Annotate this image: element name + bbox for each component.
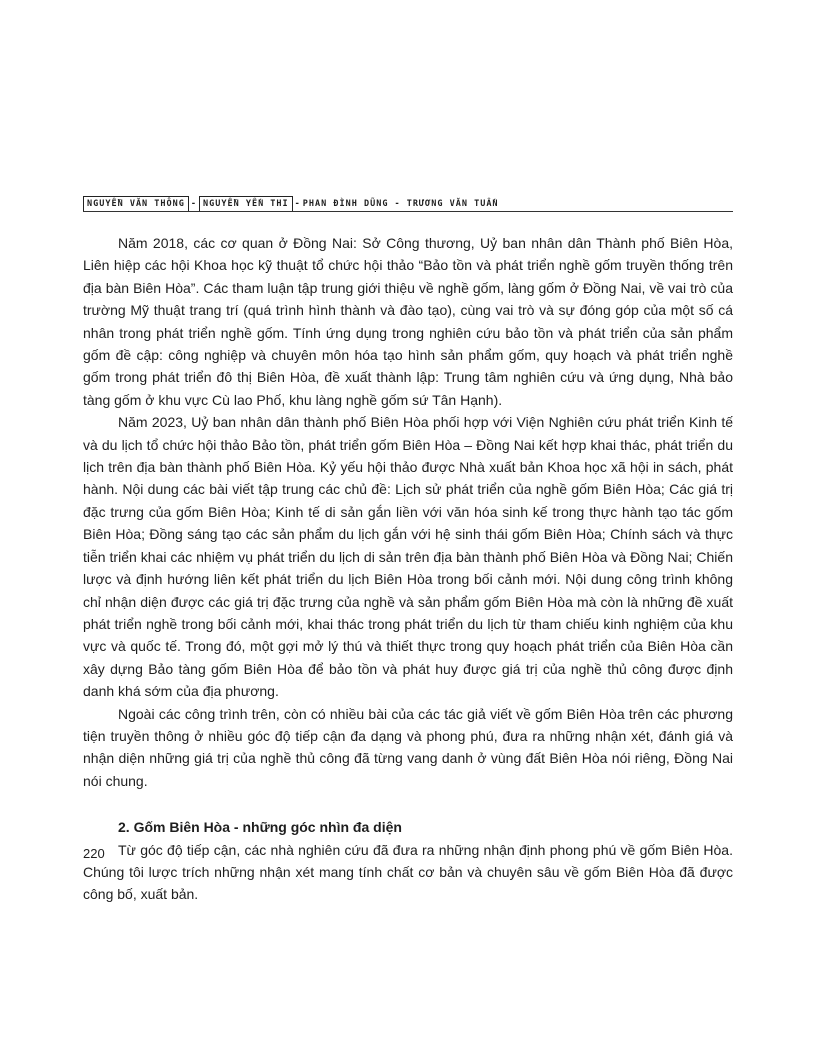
- other-authors: PHAN ĐÌNH DŨNG - TRƯƠNG VĂN TUẤN: [302, 199, 499, 209]
- paragraph-3: Ngoài các công trình trên, còn có nhiều bài của các tác giả viết về gốm Biên Hòa trên các phương tiện truyền thông ở nhiều góc độ tiếp cận đa dạng và phong phú, đưa ra những nhận xét, đánh giá và nhận diện những giá trị của nghề thủ công đã từng vang danh ở vùng đất Biên Hòa nói riêng, Đồng Nai nói chung.: [83, 705, 733, 789]
- separator-2: -: [294, 199, 301, 209]
- author-2: NGUYỄN YẾN THI: [199, 196, 293, 212]
- paragraph-1: Năm 2018, các cơ quan ở Đồng Nai: Sở Công thương, Uỷ ban nhân dân Thành phố Biên Hòa, Liên hiệp các hội Khoa học kỹ thuật tổ chức hội thảo “Bảo tồn và phát triển nghề gốm truyền thống trên địa bàn Biên Hòa”. Các tham luận tập trung giới thiệu về nghề gốm, làng gốm ở Đồng Nai, về vai trò của trường Mỹ thuật trang trí (quá trình hình thành và đào tạo), cùng vai trò và sự đóng góp của một số cá nhân trong phát triển nghề gốm. Tính ứng dụng trong nghiên cứu bảo tồn và phát triển của sản phẩm gốm đề cập: công nghiệp và chuyên môn hóa tạo hình sản phẩm gốm, quy hoạch và phát triển nghề gốm trong phát triển đô thị Biên Hòa, đề xuất thành lập: Trung tâm nghiên cứu và ứng dụng, Nhà bảo tàng gốm ở khu vực Cù lao Phố, khu làng nghề gốm sứ Tân Hạnh).: [83, 235, 733, 408]
- running-header: [83, 196, 733, 216]
- paragraph-2: Năm 2023, Uỷ ban nhân dân thành phố Biên Hòa phối hợp với Viện Nghiên cứu phát triển Kinh tế và du lịch tổ chức hội thảo Bảo tồn, phát triển gốm Biên Hòa – Đồng Nai kết hợp khai thác, phát triển du lịch trên địa bàn thành phố Biên Hòa. Kỷ yếu hội thảo được Nhà xuất bản Khoa học xã hội in sách, phát hành. Nội dung các bài viết tập trung các chủ đề: Lịch sử phát triển của nghề gốm Biên Hòa; Các giá trị đặc trưng của gốm Biên Hòa; Kinh tế di sản gắn liền với văn hóa sinh kế trong thực hành tạo tác gốm Biên Hòa; Đồng sáng tạo các sản phẩm du lịch gắn với hệ sinh thái gốm Biên Hòa; Chính sách và thực tiễn triển khai các nhiệm vụ phát triển du lịch di sản trên địa bàn thành phố Biên Hòa và Đồng Nai; Chiến lược và định hướng liên kết phát triển du lịch Biên Hòa trong bối cảnh mới. Nội dung công trình không chỉ nhận diện được các giá trị đặc trưng của nghề và sản phẩm gốm Biên Hòa mà còn là những đề xuất phát triển nghề trong bối cảnh mới, khai thác trong phát triển du lịch từ tham chiếu kinh nghiệm của khu vực và quốc tế. Trong đó, một gợi mở lý thú và thiết thực trong quy hoạch phát triển của Biên Hòa cần xây dựng Bảo tàng gốm Biên Hòa để bảo tồn và phát huy được giá trị của nghề thủ công được định danh khá sớm của địa phương.: [83, 414, 733, 700]
- header-rule: [83, 211, 733, 212]
- section-heading: 2. Gốm Biên Hòa - những góc nhìn đa diện: [118, 819, 402, 836]
- author-1: NGUYỄN VĂN THÔNG: [83, 196, 189, 212]
- separator-1: -: [190, 199, 198, 209]
- section-paragraph: Từ góc độ tiếp cận, các nhà nghiên cứu đã đưa ra những nhận định phong phú về gốm Biên Hòa. Chúng tôi lược trích những nhận xét mang tính chất cơ bản và chuyên sâu về gốm Biên Hòa đã được công bố, xuất bản.: [83, 841, 733, 903]
- page-number: 220: [83, 846, 105, 861]
- page-body: [83, 232, 733, 906]
- author-line: [83, 196, 499, 212]
